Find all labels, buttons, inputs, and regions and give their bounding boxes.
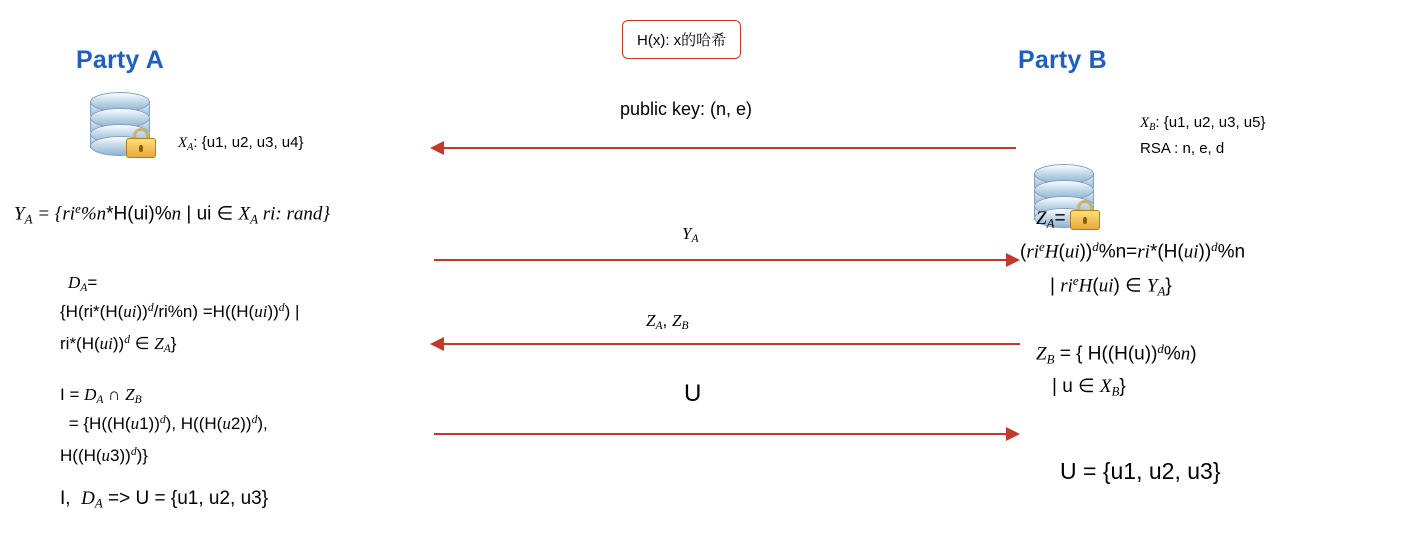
party-b-dataset-name: X [1140, 115, 1150, 131]
arrow-head-right-4 [1006, 427, 1020, 441]
arrow-head-right-2 [1006, 253, 1020, 267]
formula-ya-y-sub: A [24, 211, 33, 227]
formula-conclusion: I, $D_A => U = \{u1$, u2, u3} [60, 488, 269, 511]
database-icon-party-a [88, 92, 162, 164]
formula-zb-line1: $Z_B$ = { $H((H(u))^d\%n)$ [1036, 341, 1197, 367]
formula-za-line1: $Z_A=$ [1036, 208, 1066, 231]
arrow-label-z2: Z [671, 311, 682, 330]
party-b-dataset-label [1140, 112, 1266, 135]
formula-ya-close: } [322, 203, 330, 225]
formula-ya-eq: = { [32, 203, 63, 225]
arrow-label-z1-sub: A [655, 319, 663, 333]
formula-intersection-line1: $I = D_A$ ∩ $Z_B$ [60, 385, 142, 407]
formula-ya-bar: | ui ∈ [181, 203, 239, 225]
hash-note-box: H(x): x的哈希 [622, 20, 741, 59]
arrow-line-4 [434, 433, 1007, 435]
arrow-label-ya-y: Y [682, 224, 692, 243]
arrow-line-2 [434, 259, 1007, 261]
formula-ya-starh: *H(ui)% [106, 203, 172, 225]
arrow-label-z2-sub: B [681, 319, 689, 333]
party-a-title: Party A [76, 46, 165, 74]
formula-intersection-line3: $H((H(u3))^d)$} [60, 445, 148, 465]
arrow-line-1 [443, 147, 1016, 149]
lock-icon-a [126, 128, 156, 158]
formula-ya-xa-sub: A [250, 211, 258, 227]
formula-ya-e: e [75, 201, 81, 216]
formula-da-eq: = [87, 273, 98, 292]
party-b-rsa-label: RSA : n, e, d [1140, 140, 1225, 157]
formula-ya [14, 200, 330, 227]
arrow-u [434, 427, 1020, 441]
arrow-head-left-3 [430, 337, 444, 351]
arrow-label-u: U [684, 380, 702, 407]
arrow-head-left-1 [430, 141, 444, 155]
formula-ya-y: Y [14, 203, 25, 225]
party-a-dataset-name: X [178, 135, 188, 151]
arrow-label-z-comma: , [662, 311, 672, 330]
formula-za-line2: $(ri^eH(ui))^d\%n=ri*(H(ui))^d\%n$ [1020, 239, 1246, 263]
arrow-label-z1: Z [646, 311, 656, 330]
arrow-za-zb [430, 337, 1020, 351]
formula-da-d: D [68, 273, 81, 292]
formula-ya-n2: n [171, 203, 182, 225]
party-a-dataset-label [178, 132, 304, 155]
party-b-dataset-set: : {u1, u2, u3, u5} [1155, 114, 1266, 131]
formula-ya-rand: ri: rand [257, 203, 323, 225]
formula-da-line3: $ri*(H(ui))^d$ ∈ $Z_A$} [60, 333, 177, 356]
arrow-ya [434, 253, 1020, 267]
formula-za-line3: | $ri^eH(ui)$ ∈ $Y_A$} [1050, 273, 1172, 299]
formula-da-line1 [68, 272, 97, 295]
party-b-dataset-sub: B [1149, 121, 1156, 133]
formula-ya-modn: %n [80, 203, 107, 225]
arrow-label-ya-sub: A [691, 232, 699, 246]
lock-icon-b [1070, 200, 1100, 230]
arrow-public-key [430, 141, 1016, 155]
party-a-dataset-set: : {u1, u2, u3, u4} [193, 134, 304, 151]
party-b-title: Party B [1018, 46, 1107, 74]
formula-ya-ri: ri [62, 203, 76, 225]
formula-intersection-line2: = {$H((H(u1))^d)$, $H((H(u2))^d)$, [64, 413, 268, 433]
formula-da-line2: {$H(ri*(H(ui))^d/ri\%n) =H((H(ui))^d)$ | [60, 301, 300, 321]
arrow-label-public-key: public key: (n, e) [620, 99, 753, 119]
arrow-label-za-zb [646, 311, 689, 332]
formula-da-sub: A [80, 281, 88, 295]
formula-result: U = {u1, u2, u3} [1060, 458, 1221, 484]
arrow-line-3 [443, 343, 1020, 345]
formula-zb-line2: | u ∈ $X_B$} [1052, 376, 1126, 399]
party-a-dataset-sub: A [187, 141, 194, 153]
formula-ya-xa: X [238, 203, 251, 225]
arrow-label-ya [682, 224, 699, 245]
